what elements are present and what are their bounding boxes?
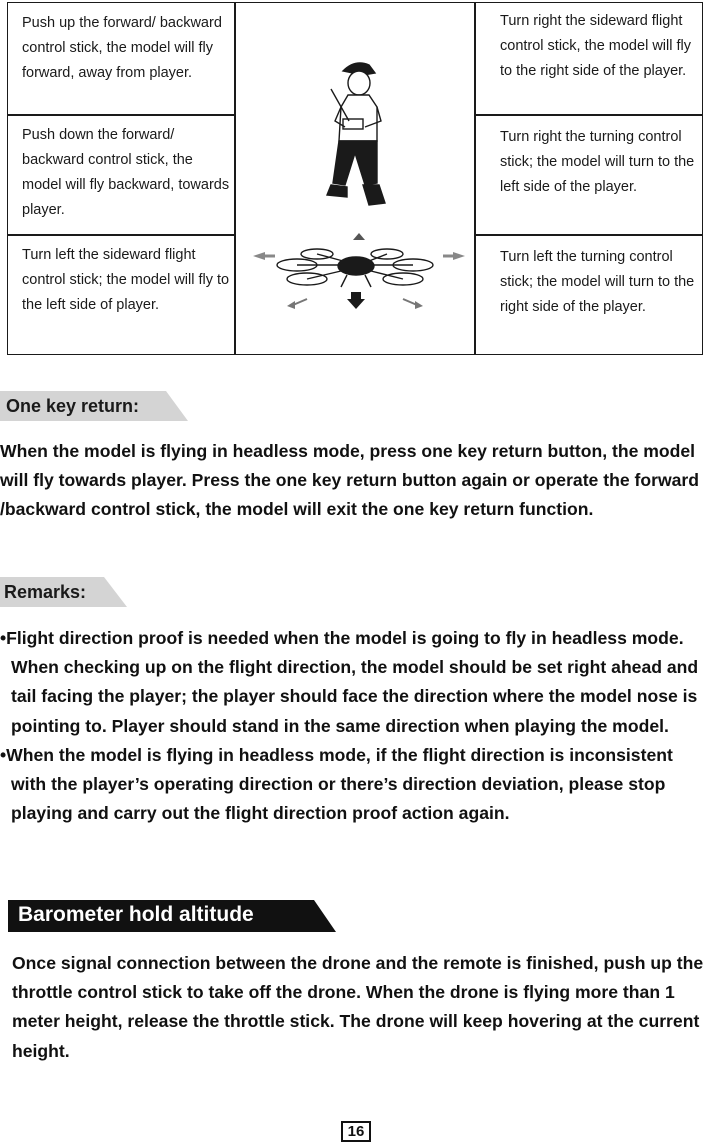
player-drone-illustration (235, 3, 477, 356)
arrow-turn-left-icon (293, 299, 307, 305)
remarks-heading (0, 577, 130, 607)
barometer-title: Barometer hold altitude (18, 903, 254, 926)
barometer-text: Once signal connection between the drone and the remote is finished, push up the throttle control stick to take off the drone. When the drone is flying more than 1 meter height, release the throttle stick. The drone will keep hovering at the current height. (12, 953, 704, 1061)
remarks-list (0, 624, 706, 828)
instruction-left-text: Turn left the sideward flight control stick; the model will fly to the left side of player. (22, 247, 230, 313)
arrow-up-icon (353, 233, 365, 240)
remarks-title: Remarks: (4, 582, 87, 602)
arrow-turn-right-icon (403, 299, 417, 305)
instruction-left (7, 234, 236, 355)
page-number: 16 (341, 1121, 371, 1142)
arrow-left-icon (253, 252, 275, 260)
one-key-return-heading (0, 391, 190, 421)
one-key-return-text: When the model is flying in headless mode, press one key return button, the model will fly towards player. Press the one key return button again or operate the forward /backward control stick, the model will exit the one key return function. (0, 441, 700, 520)
remark-item: •Flight direction proof is needed when the model is going to fly in headless mode. When checking up on the flight direction, the model should be set right ahead and tail facing the player; the player should face the direction where the model nose is pointing to. Player should stand in the same direction when playing the model. (0, 628, 699, 736)
instruction-turn-right (474, 234, 703, 355)
remark-item: •When the model is flying in headless mode, if the flight direction is inconsistent with the player’s operating direction or there’s direction deviation, please stop playing and carry out the flight direction proof action again. (0, 744, 673, 824)
instruction-right (474, 2, 703, 116)
instruction-turn-left-text: Turn right the turning control stick; the model will turn to the left side of the player. (500, 129, 695, 195)
arrow-right-icon (443, 252, 465, 260)
player-figure (327, 63, 385, 205)
instruction-forward (7, 2, 236, 116)
instruction-grid (7, 2, 703, 355)
instruction-forward-text: Push up the forward/ backward control stick, the model will fly forward, away from player. (22, 15, 222, 81)
barometer-heading (8, 900, 338, 932)
instruction-backward-text: Push down the forward/ backward control stick, the model will fly backward, towards player. (22, 127, 230, 218)
instruction-backward (7, 114, 236, 236)
drone-icon (277, 249, 433, 287)
one-key-return-title: One key return: (6, 396, 140, 416)
instruction-turn-left (474, 114, 703, 236)
instruction-turn-right-text: Turn left the turning control stick; the model will turn to the right side of the player. (500, 249, 695, 315)
instruction-right-text: Turn right the sideward flight control stick, the model will fly to the right side of the player. (500, 13, 691, 79)
illustration-cell (234, 2, 476, 355)
arrow-down-icon (347, 292, 365, 309)
